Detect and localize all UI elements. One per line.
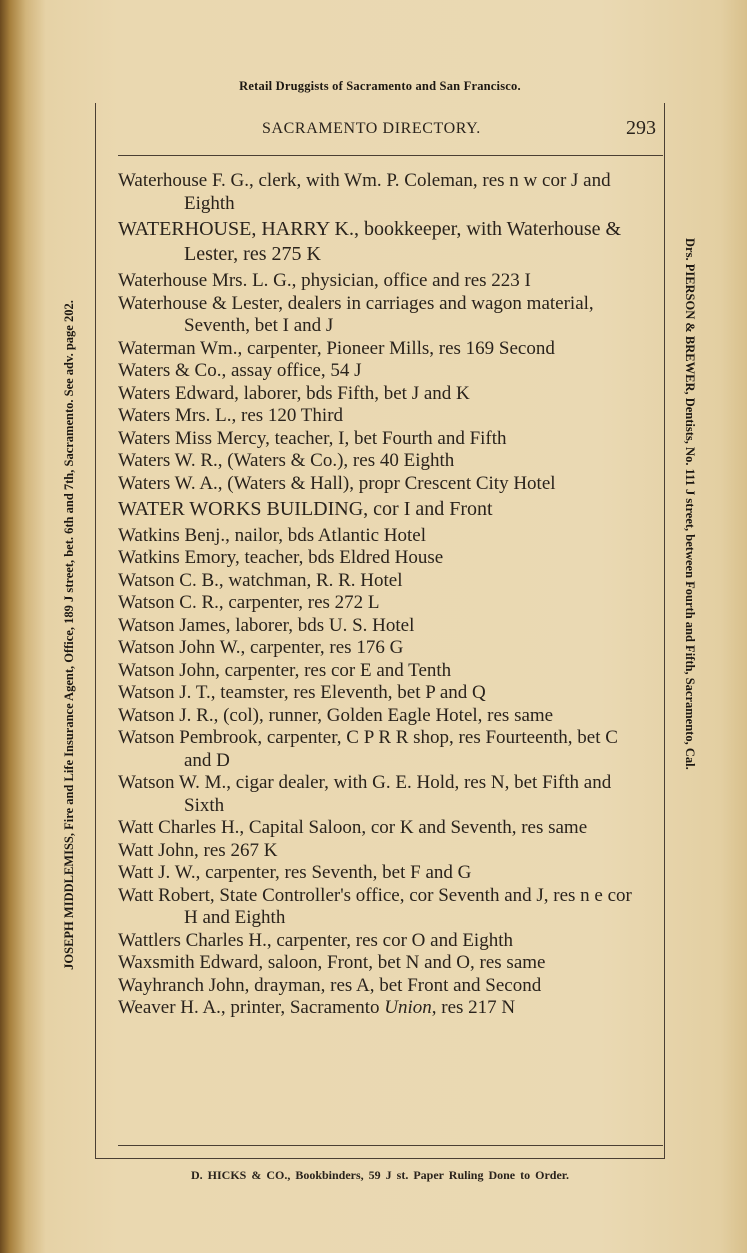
directory-entry: Watson J. R., (col), runner, Golden Eagle Hotel, res same [118, 704, 554, 726]
directory-entry: Waters Miss Mercy, teacher, I, bet Fourth and Fifth [118, 427, 507, 449]
directory-entry: Watson Pembrook, carpenter, C P R R shop, res Fourteenth, bet C and D [118, 727, 618, 771]
directory-entry: Watt Charles H., Capital Saloon, cor K and Seventh, res same [118, 817, 588, 838]
directory-entry: Wayhranch John, drayman, res A, bet Front and Second [118, 974, 542, 996]
left-margin-advertisement: JOSEPH MIDDLEMISS, Fire and Life Insurance Agent, Office, 189 J street, bet. 6th and 7th, Sacramento. See adv. page 202. [62, 300, 76, 970]
directory-entry: Watson W. M., cigar dealer, with G. E. Hold, res N, bet Fifth and Sixth [118, 772, 612, 816]
directory-entry: Waters Mrs. L., res 120 Third [118, 405, 344, 426]
directory-entry: Watson C. B., watchman, R. R. Hotel [118, 569, 403, 591]
bottom-advertisement: D. HICKS & CO., Bookbinders, 59 J st. Paper Ruling Done to Order. [190, 1168, 570, 1182]
directory-entry: Watson C. R., carpenter, res 272 L [118, 592, 380, 613]
directory-entry: Waters Edward, laborer, bds Fifth, bet J and K [118, 382, 470, 404]
entry-text: , res 217 N [431, 997, 516, 1018]
directory-entry: Watt John, res 267 K [118, 839, 278, 861]
directory-entry: Watson J. T., teamster, res Eleventh, bet P and Q [118, 682, 486, 703]
directory-entry: Watson John, carpenter, res cor E and Tenth [118, 659, 452, 681]
page-number: 293 [626, 117, 656, 139]
directory-entries [118, 170, 646, 1020]
directory-entry: Waxsmith Edward, saloon, Front, bet N and O, res same [118, 952, 546, 973]
top-advertisement: Retail Druggists of Sacramento and San Francisco. [239, 79, 521, 93]
right-margin-advertisement: Drs. PIERSON & BREWER, Dentists, No. 111 J street, between Fourth and Fifth, Sacramento, Cal. [683, 238, 697, 770]
directory-entry: Waterhouse Mrs. L. G., physician, office and res 223 I [118, 270, 531, 291]
directory-entry: Watt Robert, State Controller's office, cor Seventh and J, res n e cor H and Eighth [118, 884, 632, 928]
directory-entry: Watkins Emory, teacher, bds Eldred House [118, 547, 444, 568]
directory-entry-last [118, 997, 646, 1020]
directory-entry: Watson James, laborer, bds U. S. Hotel [118, 614, 415, 636]
newspaper-name: Union [384, 997, 432, 1018]
entry-text: Weaver H. A., printer, Sacramento [118, 997, 385, 1018]
directory-entry: Waterhouse & Lester, dealers in carriages and wagon material, Seventh, bet I and J [118, 292, 594, 336]
directory-entry: Waters W. R., (Waters & Co.), res 40 Eighth [118, 450, 455, 471]
directory-entry-featured: WATERHOUSE, HARRY K., bookkeeper, with Waterhouse & Lester, res 275 K [118, 218, 622, 265]
directory-entry: Waters W. A., (Waters & Hall), propr Crescent City Hotel [118, 472, 556, 494]
directory-entry: Waterman Wm., carpenter, Pioneer Mills, res 169 Second [118, 337, 555, 359]
directory-entry: Wattlers Charles H., carpenter, res cor O and Eighth [118, 929, 513, 951]
footer-rule [118, 1145, 663, 1146]
directory-entry: Waterhouse F. G., clerk, with Wm. P. Coleman, res n w cor J and Eighth [118, 170, 611, 214]
directory-entry: Waters & Co., assay office, 54 J [118, 360, 362, 381]
directory-entry: Watkins Benj., nailor, bds Atlantic Hotel [118, 524, 426, 546]
directory-entry: Watt J. W., carpenter, res Seventh, bet F and G [118, 862, 472, 883]
page-title: SACRAMENTO DIRECTORY. [262, 120, 481, 137]
header-rule [118, 155, 663, 156]
directory-entry: Watson John W., carpenter, res 176 G [118, 637, 404, 658]
directory-entry-featured: WATER WORKS BUILDING, cor I and Front [118, 498, 493, 520]
